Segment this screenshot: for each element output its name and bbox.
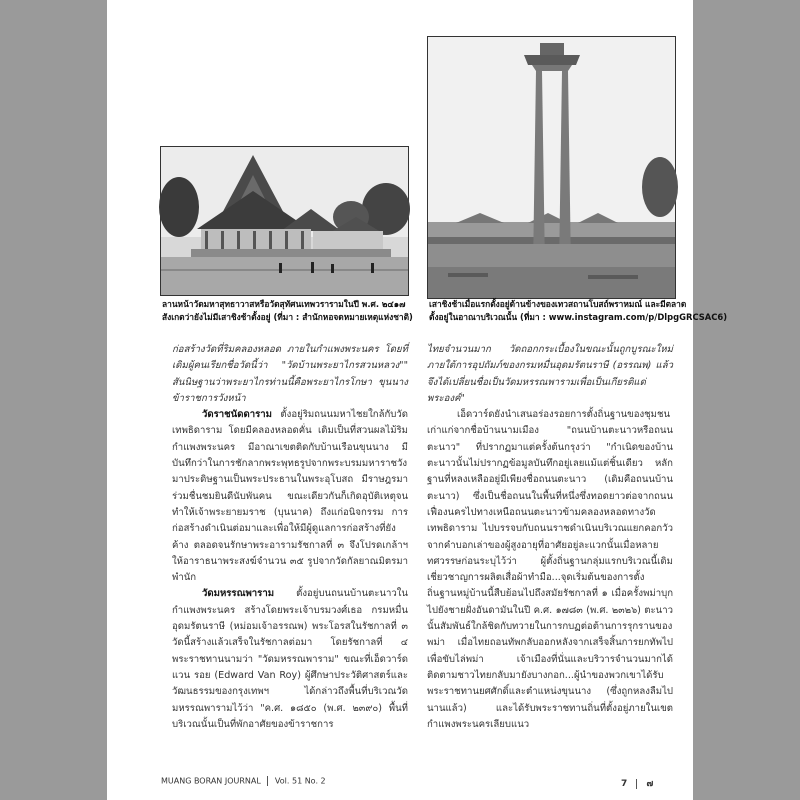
paragraph-heading: วัดราชนัดดาราม (202, 409, 272, 421)
temple-photo (160, 146, 409, 296)
temple-photo-caption (162, 298, 412, 324)
footer-journal-info (161, 776, 326, 786)
giant-swing-photo-caption (429, 298, 728, 324)
body-paragraph (427, 407, 673, 733)
left-text-column (172, 342, 408, 762)
paragraph-text: ตั้งอยู่ริมถนนมหาไชยใกล้กับวัดเทพธิดาราม โดยมีคลองหลอดคั่น เดิมเป็นที่สวนผลไม้ริมกำแพงพระนคร มีอาณาเขตติดกับบ้านเรือนขุนนาง มีบันทึกว่าในการชักลากพระพุทธรูปจากพระบรมมหาราชวังมาประดิษฐานเป็นพระประธานในพระอุโบสถ มีราษฎรมาร่วมชื่นชมยินดีนับพันคน ขณะเดียวกันก็เกิดอุบัติเหตุจนทำให้เจ้าพระยายมราช (บุนนาค) ถึงแก่อนิจกรรม การก่อสร้างดำเนินต่อมาและเพื่อให้มีผู้ดูแลการก่อสร้างที่ยังค้าง ตลอดจนรักษาพระอารามรัชกาลที่ ๓ จึงโปรดเกล้าฯ ให้อาราธนาพระสงฆ์จำนวน ๓๕ รูปจากวัดกัลยาณมิตรมาพำนัก (172, 409, 408, 584)
page-number-arabic: 7 (621, 779, 628, 789)
caption-line: ลานหน้าวัดมหาสุทธาวาสหรือวัดสุทัศนเทพวรารามในปี พ.ศ. ๒๔๑๗ (162, 299, 406, 309)
paragraph-text: ไทยจำนวนมาก วัดถอกกระเบื้องในขณะนั้นถูกบูรณะใหม่ภายใต้การอุปถัมภ์ของกรมหมื่นอุดมรัตนราษี (อรรณพ) แล้วจึงได้เปลี่ยนชื่อเป็นวัดมหรรณพารามเพื่อเป็นเกียรติแด่พระองค์" (427, 344, 673, 404)
caption-line: เสาชิงช้าเมื่อแรกตั้งอยู่ด้านข้างของเทวสถานโบสถ์พราหมณ์ และมีตลาด (429, 299, 687, 309)
caption-line: สังเกตว่ายังไม่มีเสาชิงช้าตั้งอยู่ (ที่มา : สำนักหอจดหมายเหตุแห่งชาติ) (162, 312, 413, 322)
body-paragraph (427, 342, 673, 407)
caption-line: ตั้งอยู่ในอาณาบริเวณนั้น (ที่มา : www.instagram.com/p/DlpgGRCSAC6) (429, 312, 728, 322)
journal-volume: Vol. 51 No. 2 (274, 776, 326, 786)
footer-page-numbers (621, 776, 653, 790)
journal-page (107, 0, 728, 800)
body-paragraph (172, 407, 408, 586)
paragraph-text: ก่อสร้างวัดที่ริมคลองหลอด ภายในกำแพงพระนคร โดยที่เดิมผู้คนเรียกชื่อวัดนี้ว่า "วัดบ้านพระยาไกรสวนหลวง"" สันนิษฐานว่าพระยาไกรท่านนี้คือพระยาไกรโกษา ขุนนางข้าราชการวังหน้า (172, 344, 408, 404)
giant-swing-photo (427, 36, 676, 299)
body-paragraph (172, 342, 408, 407)
body-paragraph (172, 586, 408, 733)
paragraph-text: เอ็ดวาร์ดยังนำเสนอร่องรอยการตั้งถิ่นฐานของชุมชนเก่าแก่จากชื่อบ้านนามเมือง "ถนนบ้านตะนาวหรือถนนตะนาว" ที่ปรากฏมาแต่ครั้งต้นกรุงว่า "กำเนิดของบ้านตะนาวนั้นไม่ปรากฏข้อมูลบันทึกอยู่เลยแม้แต่ชิ้นเดียว หลักฐานที่หลงเหลืออยู่มีเพียงชื่อถนนตะนาว (เดิมคือถนนบ้านตะนาว) ซึ่งเป็นชื่อถนนในพื้นที่หนึ่งซึ่งทอดยาวต่อจากถนนเฟื่องนครไปทางเหนือถนนตะนาวข้ามคลองหลอดทางวัดเทพธิดาราม ไปบรรจบกับถนนราชดำเนินบริเวณแยกคอกวัว จากคำบอกเล่าของผู้สูงอายุที่อาศัยอยู่ละแวกนั้นเมื่อหลายทศวรรษก่อนระบุไว้ว่า ผู้ตั้งถิ่นฐานกลุ่มแรกบริเวณนี้เดิมเชี่ยวชาญการผลิตเสื่อผ้าทำมือ...จุดเริ่มต้นของการตั้งถิ่นฐานหมู่บ้านนี้สืบย้อนไปถึงสมัยรัชกาลที่ ๑ เมื่อครั้งพม่าบุกไปยังชายฝั่งอันดามันในปี ค.ศ. ๑๗๘๓ (พ.ศ. ๒๓๒๖) ตะนาวนั้นสัมพันธ์ใกล้ชิดกับทวายในการกบฏต่อต้านการรุกรานของพม่า เมื่อไทยถอนทัพกลับออกหลังจากเสร็จสิ้นการยกทัพไปเพื่อขับไล่พม่า เจ้าเมืองที่นั่นและบริวารจำนวนมากได้ติดตามชาวไทยกลับมายังบางกอก...ผู้นำของพวกเขาได้รับพระราชทานยศศักดิ์และตำแหน่งขุนนาง (ซึ่งถูกหลงลืมไปนานแล้ว) และได้รับพระราชทานถิ่นที่ตั้งอยู่ภายในเขตกำแพงพระนครเลียบแนว (427, 409, 673, 730)
footer-divider (267, 776, 268, 786)
paragraph-text: ตั้งอยู่บนถนนบ้านตะนาวในกำแพงพระนคร สร้างโดยพระเจ้าบรมวงศ์เธอ กรมหมื่นอุดมรัตนราษี (หม่อมเจ้าอรรณพ) พระโอรสในรัชกาลที่ ๓ วัดนี้สร้างแล้วเสร็จในรัชกาลต่อมา โดยรัชกาลที่ ๔ พระราชทานนามว่า "วัดมหรรณพาราม" ขณะที่เอ็ดวาร์ด แวน รอย (Edward Van Roy) ผู้ศึกษาประวัติศาสตร์และวัฒนธรรมของกรุงเทพฯ ได้กล่าวถึงพื้นที่บริเวณวัดมหรรณพารามไว้ว่า "ค.ศ. ๑๘๕๐ (พ.ศ. ๒๓๙๐) พื้นที่บริเวณนั้นเป็นที่พักอาศัยของข้าราชการ (172, 588, 408, 730)
right-text-column (427, 342, 673, 762)
page-number-thai: ๗ (646, 779, 654, 789)
footer-divider (636, 779, 637, 789)
journal-name: MUANG BORAN JOURNAL (161, 776, 261, 786)
paragraph-heading: วัดมหรรณพาราม (202, 588, 275, 600)
